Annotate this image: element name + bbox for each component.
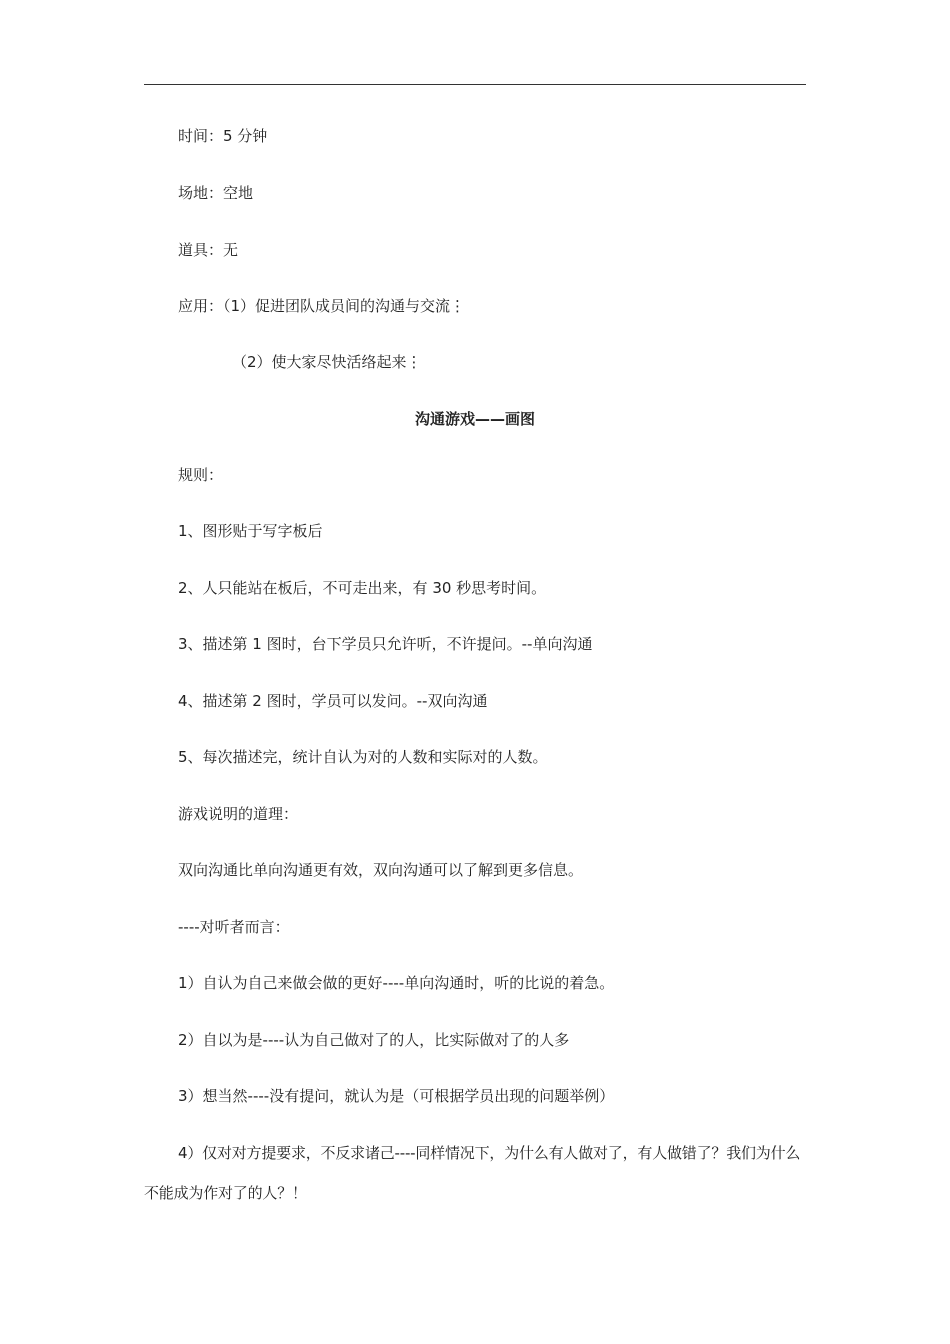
point-4-paragraph: 4）仅对对方提要求，不反求诸己----同样情况下，为什么有人做对了，有人做错了？我们为什么不能成为作对了的人？！: [144, 1144, 801, 1202]
props-line: 道具：无: [178, 241, 239, 259]
time-line: 时间：5 分钟: [178, 127, 268, 145]
rule-item-1: 1、图形贴于写字板后: [178, 522, 323, 540]
section-title: 沟通游戏——画图: [414, 410, 535, 428]
rules-heading: 规则：: [178, 466, 224, 484]
listener-heading: ----对听者而言：: [178, 918, 290, 936]
rule-item-3: 3、描述第 1 图时，台下学员只允许听，不许提问。--单向沟通: [178, 635, 593, 653]
rule-item-5: 5、每次描述完，统计自认为对的人数和实际对的人数。: [178, 748, 548, 766]
point-1: 1）自认为自己来做会做的更好----单向沟通时，听的比说的着急。: [178, 974, 615, 992]
summary-line: 双向沟通比单向沟通更有效，双向沟通可以了解到更多信息。: [178, 861, 584, 879]
venue-line: 场地：空地: [178, 184, 254, 202]
rule-item-4: 4、描述第 2 图时，学员可以发问。--双向沟通: [178, 692, 488, 710]
application-line-2: （2）使大家尽快活络起来⋮: [232, 353, 422, 371]
point-3: 3）想当然----没有提问，就认为是（可根据学员出现的问题举例）: [178, 1087, 615, 1105]
rule-item-2: 2、人只能站在板后，不可走出来，有 30 秒思考时间。: [178, 579, 547, 597]
header-rule: [144, 84, 806, 85]
application-line-1: 应用：（1）促进团队成员间的沟通与交流⋮: [178, 297, 466, 315]
point-2: 2）自以为是----认为自己做对了的人，比实际做对了的人多: [178, 1031, 570, 1049]
lesson-heading: 游戏说明的道理：: [178, 805, 299, 823]
